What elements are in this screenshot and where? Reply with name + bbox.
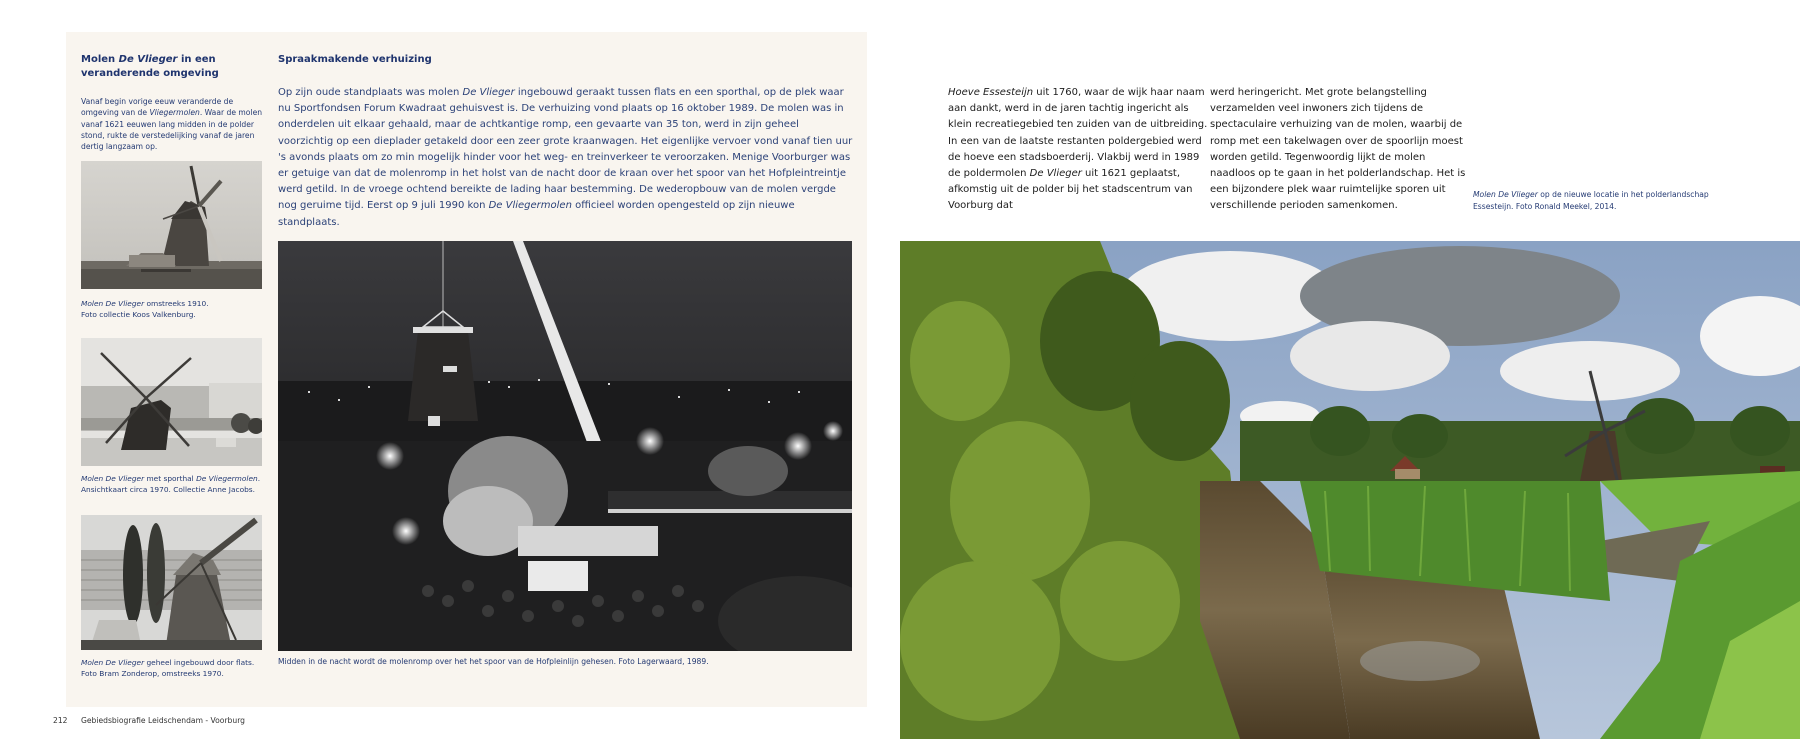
text-run-italic: Molen: [81, 658, 106, 667]
text-run: officieel worden opengesteld op zijn nieuwe standplaats.: [278, 200, 795, 228]
text-run-italic: De Vlieger: [1029, 168, 1082, 180]
text-run-italic: Vliegermolen: [149, 108, 200, 118]
photo-caption: [81, 657, 271, 680]
text-run: .: [257, 474, 261, 483]
text-run-italic: Molen: [1473, 190, 1499, 199]
windmill-sporthal-photo: [81, 338, 262, 466]
text-run: . Waar de molen vanaf 1621 eeuwen lang midden in de polder stond, rukte de verstedelijking vanaf de jaren dertig langzaam op.: [81, 108, 263, 152]
text-run-italic: De Vlieger: [105, 299, 145, 308]
windmill-1910-photo: [81, 161, 262, 289]
text-run-italic: De Vlieger: [118, 54, 178, 65]
body-column: [948, 85, 1210, 215]
text-run-italic: De Vlieger: [105, 658, 145, 667]
photo-caption: [1473, 189, 1733, 212]
polder-landscape-windmill-photo: [900, 241, 1800, 739]
text-run-italic: Molen: [81, 299, 106, 308]
sidebar-intro: [81, 96, 266, 152]
text-run: met sporthal: [144, 474, 197, 483]
text-run-italic: Molen: [81, 474, 106, 483]
windmill-flats-photo: [81, 515, 262, 650]
text-run-italic: De Vlieger: [462, 87, 515, 98]
text-run: uit 1621 geplaatst, afkomstig uit de polder bij het stadscentrum van Voorburg dat: [948, 168, 1193, 212]
text-run-italic: De Vliegermolen: [488, 200, 572, 212]
text-run: ingebouwd geraakt tussen flats en een sporthal, op de plek waar nu Sportfondsen Forum Kwadraat gehuisvest is. De verhuizing vond plaats op 16 oktober 1989. De molen was in onderdelen uit elkaar gehaald, maar de achtkantige romp, een gevaarte van 35 ton, werd in zijn geheel voorzichtig op een dieplader getakeld door een zeer grote kraanwagen. Het eigenlijke vervoer vond vanaf tien uur 's avonds plaats om zo min mogelijk hinder voor het weg- en treinverkeer te veroorzaken. Menige Voorburger was er getuige van dat de molenromp in het holst van de nacht door de kraan over het spoor van het Hofpleintreintje werd getild. In de vroege ochtend bereikte de lading haar bestemming. De wederopbouw van de molen vergde nog geruime tijd. Eerst op 9 juli 1990 kon: [278, 87, 853, 212]
text-run: Ansichtkaart circa 1970. Collectie Anne Jacobs.: [81, 485, 255, 495]
sidebar-heading: [81, 53, 261, 81]
night-crane-windmill-move-photo: [278, 241, 852, 651]
photo-caption: [81, 473, 271, 496]
text-run-italic: De Vliegermolen: [196, 474, 258, 483]
text-run: Vanaf begin vorige eeuw veranderde de omgeving van de: [81, 97, 234, 118]
page-number: 212: [53, 716, 68, 725]
text-run: Foto Bram Zonderop, omstreeks 1970.: [81, 669, 224, 679]
text-run: op de nieuwe locatie in het polderlandschap Essesteijn. Foto Ronald Meekel, 2014.: [1473, 190, 1709, 211]
text-run: omstreeks 1910.: [144, 299, 209, 308]
body-column: werd heringericht. Met grote belangstelling verzamelden veel inwoners zich tijdens de spectaculaire verhuizing van de molen, waarbij de romp met een takelwagen over de spoorlijn moest worden getild. Tegenwoordig lijkt de molen naadloos op te gaan in het polderlandschap. Het is een bijzondere plek waar ruimtelijke sporen uit verschillende perioden samenkomen.: [1210, 87, 1466, 212]
text-run-italic: Hoeve Essesteijn: [948, 87, 1034, 98]
section-body: [278, 85, 856, 231]
photo-caption: [81, 298, 271, 321]
text-run: geheel ingebouwd door flats.: [144, 658, 255, 667]
text-run: Foto collectie Koos Valkenburg.: [81, 310, 196, 320]
text-run: uit 1760, waar de wijk haar naam aan dankt, werd in de jaren tachtig ingericht als klein recreatiegebied ten zuiden van de uitbreiding. In een van de laatste restanten poldergebied werd de hoeve een stadsboerderij. Vlakbij werd in 1989 de poldermolen: [948, 87, 1208, 180]
section-heading: Spraakmakende verhuizing: [278, 54, 432, 65]
running-title: Gebiedsbiografie Leidschendam - Voorburg: [81, 716, 246, 725]
text-run-italic: De Vlieger: [105, 474, 145, 483]
text-run: Molen: [81, 54, 119, 65]
text-run-italic: De Vlieger: [1498, 190, 1538, 199]
text-run: Op zijn oude standplaats was molen: [278, 87, 463, 98]
photo-caption: Midden in de nacht wordt de molenromp over het het spoor van de Hofpleinlijn gehesen. Foto Lagerwaard, 1989.: [278, 657, 709, 666]
text-run: in een veranderende omgeving: [81, 54, 219, 79]
